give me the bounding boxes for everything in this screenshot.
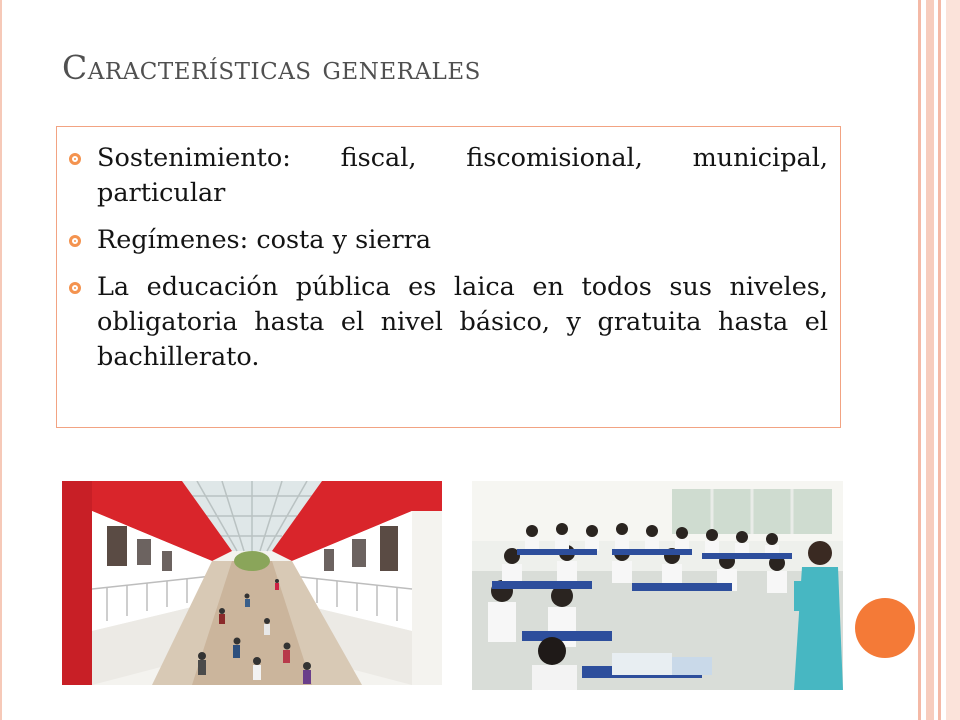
decorative-stripe [946,0,960,720]
left-border-rule [0,0,2,720]
decorative-stripe [926,0,934,720]
classroom-photo [472,481,843,690]
slide-title: Características generales [62,48,481,87]
bullet-text: La educación pública es laica en todos sus niveles, obligatoria hasta el nivel básico, y gratuita hasta el bachillerato. [97,272,828,372]
ring-bullet-icon [69,235,81,247]
bullet-item [97,223,828,258]
bullet-text: Regímenes: costa y sierra [97,225,432,255]
bullet-item [97,141,828,211]
school-corridor-photo [62,481,442,685]
corridor-illustration [62,481,442,685]
classroom-illustration [472,481,843,690]
content-box [56,126,841,428]
orange-circle-decoration [855,598,915,658]
ring-bullet-icon [69,153,81,165]
bullet-item [97,270,828,375]
ring-bullet-icon [69,282,81,294]
bullet-list [57,127,840,375]
decorative-stripe [918,0,921,720]
bullet-text: Sostenimiento: fiscal, fiscomisional, municipal, particular [97,143,828,208]
decorative-stripe [938,0,941,720]
